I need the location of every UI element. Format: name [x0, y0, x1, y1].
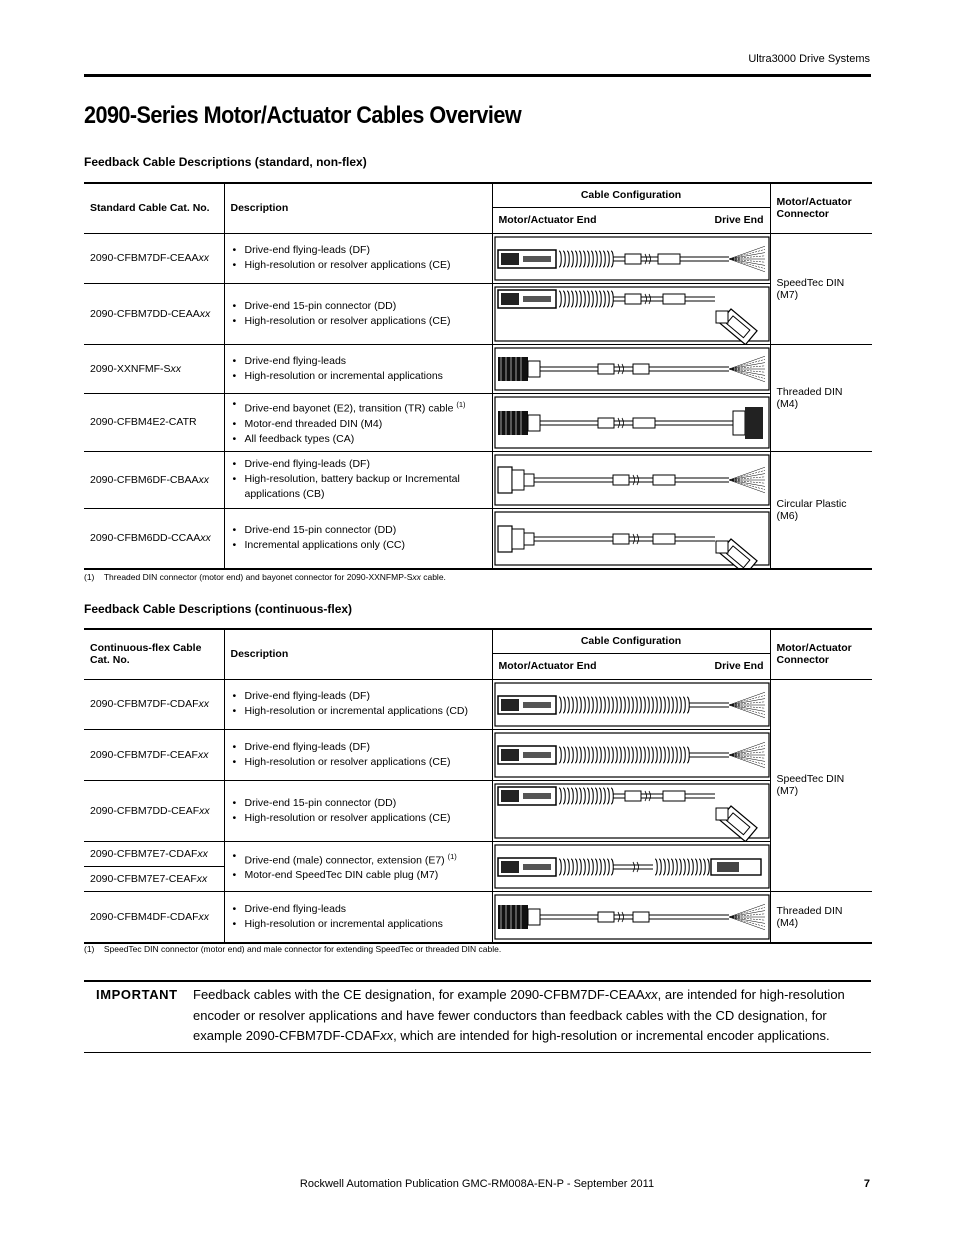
connector-type: Threaded DIN (M4)	[770, 344, 872, 451]
cable-illustration	[493, 234, 771, 283]
cable-diagram	[492, 344, 770, 393]
connector-type: SpeedTec DIN (M7)	[770, 679, 872, 891]
cfg-right-label: Drive End	[714, 660, 764, 672]
connector-type: Threaded DIN (M4)	[770, 891, 872, 943]
description: • Drive-end flying-leads (DF) • High-resolution, battery backup or Incremental applications (CB)	[224, 451, 492, 508]
important-bottom-rule	[84, 1052, 871, 1053]
description: • Drive-end flying-leads • High-resolution or incremental applications	[224, 891, 492, 943]
description: • Drive-end (male) connector, extension (E7) $^{(1)}$ • Motor-end SpeedTec DIN cable plug (M7)	[224, 841, 492, 891]
description: • Drive-end flying-leads (DF) • High-resolution or incremental applications (CD)	[224, 679, 492, 729]
description: • Drive-end flying-leads • High-resolution or incremental applications	[224, 344, 492, 393]
cable-illustration	[493, 394, 771, 451]
cat-no: 2090-CFBM7DF-CDAFxx	[84, 679, 224, 729]
cable-diagram	[492, 393, 770, 451]
cable-illustration	[493, 452, 771, 508]
table-row	[84, 841, 872, 891]
table1-footnote: (1) Threaded DIN connector (motor end) and bayonet connector for 2090-XXNFMP-Sxx cable.	[84, 572, 446, 582]
cable-diagram	[492, 679, 770, 729]
description: • Drive-end 15-pin connector (DD) • High-resolution or resolver applications (CE)	[224, 283, 492, 344]
table2-heading: Feedback Cable Descriptions (continuous-flex)	[84, 602, 353, 616]
table-row	[84, 451, 872, 508]
cable-diagram	[492, 780, 770, 841]
table-row	[84, 891, 872, 943]
cable-illustration	[493, 284, 771, 344]
col-header-conn: Motor/Actuator Connector	[770, 183, 872, 233]
table-row	[84, 233, 872, 283]
col-header-desc: Description	[224, 183, 492, 233]
cat-no: 2090-CFBM6DD-CCAAxx	[84, 508, 224, 569]
standard-cable-table	[84, 182, 872, 570]
col-header-desc: Description	[224, 629, 492, 679]
cable-diagram	[492, 729, 770, 780]
cable-illustration	[493, 730, 771, 780]
cable-illustration	[493, 781, 771, 841]
table-row	[84, 393, 872, 451]
important-label: IMPORTANT	[96, 987, 178, 1002]
description: • Drive-end 15-pin connector (DD) • High-resolution or resolver applications (CE)	[224, 780, 492, 841]
cable-diagram	[492, 841, 770, 891]
cat-no: 2090-CFBM6DF-CBAAxx	[84, 451, 224, 508]
cat-no: 2090-CFBM7E7-CDAFxx 2090-CFBM7E7-CEAFxx	[84, 841, 224, 891]
page-number: 7	[863, 1178, 870, 1190]
col-header-conn: Motor/Actuator Connector	[770, 629, 872, 679]
running-header: Ultra3000 Drive Systems	[748, 53, 870, 65]
col-header-cfg: Cable Configuration	[492, 629, 770, 653]
cable-diagram	[492, 891, 770, 943]
cable-diagram	[492, 451, 770, 508]
cfg-subheader	[492, 207, 770, 233]
cfg-right-label: Drive End	[714, 214, 764, 226]
cfg-left-label: Motor/Actuator End	[498, 214, 597, 226]
cat-no: 2090-XXNFMF-Sxx	[84, 344, 224, 393]
connector-type: SpeedTec DIN (M7)	[770, 233, 872, 344]
description: • Drive-end flying-leads (DF) • High-resolution or resolver applications (CE)	[224, 729, 492, 780]
cat-no: 2090-CFBM7DD-CEAAxx	[84, 283, 224, 344]
table-row	[84, 508, 872, 569]
cat-no: 2090-CFBM4E2-CATR	[84, 393, 224, 451]
cable-illustration	[493, 680, 771, 729]
header-rule	[84, 74, 871, 77]
connector-type: Circular Plastic (M6)	[770, 451, 872, 569]
cable-illustration	[493, 892, 771, 942]
cable-diagram	[492, 283, 770, 344]
publication-footer: Rockwell Automation Publication GMC-RM008A-EN-P - September 2011	[299, 1178, 655, 1190]
table-row	[84, 283, 872, 344]
cat-no: 2090-CFBM7DD-CEAFxx	[84, 780, 224, 841]
table-row	[84, 679, 872, 729]
col-header-cfg: Cable Configuration	[492, 183, 770, 207]
cfg-subheader	[492, 653, 770, 679]
table2-footnote: (1) SpeedTec DIN connector (motor end) and male connector for extending SpeedTec or threaded DIN cable.	[84, 944, 502, 954]
important-top-rule	[84, 980, 871, 982]
table-row	[84, 344, 872, 393]
col-header-cat: Continuous-flex Cable Cat. No.	[84, 629, 224, 679]
table1-heading: Feedback Cable Descriptions (standard, non-flex)	[84, 155, 367, 169]
page-title: 2090-Series Motor/Actuator Cables Overview	[84, 102, 522, 129]
continuous-flex-cable-table	[84, 628, 872, 944]
cable-diagram	[492, 233, 770, 283]
cable-illustration	[493, 509, 771, 568]
cat-no: 2090-CFBM7DF-CEAFxx	[84, 729, 224, 780]
description: • Drive-end flying-leads (DF) • High-resolution or resolver applications (CE)	[224, 233, 492, 283]
cable-illustration	[493, 842, 771, 891]
important-text: Feedback cables with the CE designation, for example 2090-CFBM7DF-CEAAxx, are intended for high-resolution encoder or resolver applications and have fewer conductors than feedback cables with the CD designation, for example 2090-CFBM7DF-CDAFxx, which are intended for high-resolution or incremental encoder applications.	[193, 987, 845, 1043]
col-header-cat: Standard Cable Cat. No.	[84, 183, 224, 233]
cat-no: 2090-CFBM4DF-CDAFxx	[84, 891, 224, 943]
description: • Drive-end bayonet (E2), transition (TR) cable $^{(1)}$ • Motor-end threaded DIN (M4) • All feedback types (CA)	[224, 393, 492, 451]
description: • Drive-end 15-pin connector (DD) • Incremental applications only (CC)	[224, 508, 492, 569]
cfg-left-label: Motor/Actuator End	[498, 660, 597, 672]
table-row	[84, 780, 872, 841]
table-row	[84, 729, 872, 780]
cable-illustration	[493, 345, 771, 393]
cat-no: 2090-CFBM7DF-CEAAxx	[84, 233, 224, 283]
cable-diagram	[492, 508, 770, 569]
